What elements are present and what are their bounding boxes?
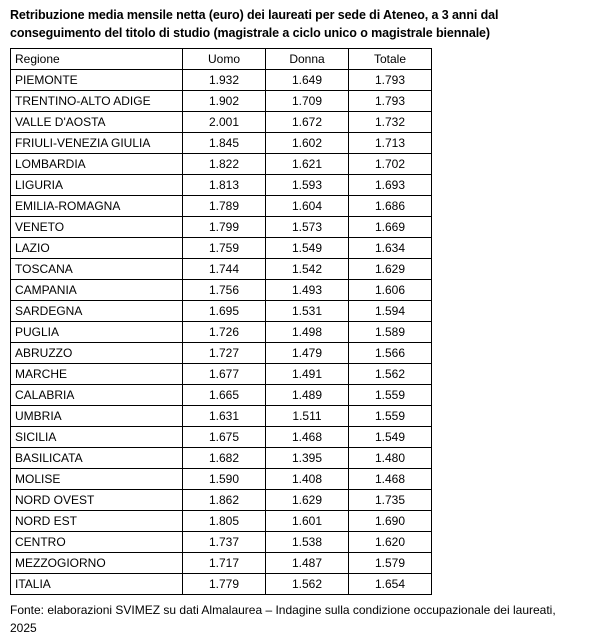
cell-value: 1.573 (266, 217, 349, 238)
cell-value: 1.549 (266, 238, 349, 259)
cell-region: ITALIA (11, 574, 183, 595)
cell-value: 1.559 (349, 385, 432, 406)
table-row (11, 91, 432, 112)
cell-value: 1.549 (349, 427, 432, 448)
cell-value: 1.654 (349, 574, 432, 595)
cell-value: 1.493 (266, 280, 349, 301)
cell-region: MARCHE (11, 364, 183, 385)
cell-value: 1.566 (349, 343, 432, 364)
cell-value: 2.001 (183, 112, 266, 133)
cell-value: 1.779 (183, 574, 266, 595)
cell-value: 1.726 (183, 322, 266, 343)
cell-value: 1.620 (349, 532, 432, 553)
table-row (11, 364, 432, 385)
cell-value: 1.590 (183, 469, 266, 490)
cell-region: MOLISE (11, 469, 183, 490)
cell-value: 1.629 (266, 490, 349, 511)
cell-value: 1.695 (183, 301, 266, 322)
column-header-uomo: Uomo (183, 49, 266, 70)
cell-value: 1.677 (183, 364, 266, 385)
cell-region: VENETO (11, 217, 183, 238)
table-row (11, 154, 432, 175)
cell-value: 1.822 (183, 154, 266, 175)
cell-value: 1.793 (349, 91, 432, 112)
cell-value: 1.793 (349, 70, 432, 91)
table-row (11, 217, 432, 238)
cell-region: TRENTINO-ALTO ADIGE (11, 91, 183, 112)
table-row (11, 532, 432, 553)
cell-region: FRIULI-VENEZIA GIULIA (11, 133, 183, 154)
cell-value: 1.579 (349, 553, 432, 574)
cell-value: 1.686 (349, 196, 432, 217)
cell-value: 1.665 (183, 385, 266, 406)
table-body (11, 70, 432, 595)
cell-region: MEZZOGIORNO (11, 553, 183, 574)
cell-value: 1.559 (349, 406, 432, 427)
cell-value: 1.538 (266, 532, 349, 553)
cell-value: 1.562 (349, 364, 432, 385)
cell-value: 1.487 (266, 553, 349, 574)
table-row (11, 196, 432, 217)
cell-value: 1.672 (266, 112, 349, 133)
cell-value: 1.511 (266, 406, 349, 427)
table-row (11, 343, 432, 364)
cell-region: CALABRIA (11, 385, 183, 406)
cell-value: 1.498 (266, 322, 349, 343)
table-row (11, 490, 432, 511)
cell-value: 1.649 (266, 70, 349, 91)
cell-value: 1.805 (183, 511, 266, 532)
table-row (11, 238, 432, 259)
table-row (11, 385, 432, 406)
cell-region: NORD EST (11, 511, 183, 532)
table-row (11, 280, 432, 301)
cell-region: NORD OVEST (11, 490, 183, 511)
cell-value: 1.594 (349, 301, 432, 322)
cell-region: TOSCANA (11, 259, 183, 280)
cell-region: LAZIO (11, 238, 183, 259)
cell-region: LOMBARDIA (11, 154, 183, 175)
cell-value: 1.709 (266, 91, 349, 112)
cell-value: 1.593 (266, 175, 349, 196)
cell-value: 1.589 (349, 322, 432, 343)
retribuzione-table (10, 48, 432, 595)
cell-value: 1.629 (349, 259, 432, 280)
cell-value: 1.717 (183, 553, 266, 574)
table-row (11, 574, 432, 595)
cell-value: 1.735 (349, 490, 432, 511)
table-header-row (11, 49, 432, 70)
source-note: Fonte: elaborazioni SVIMEZ su dati Almalaurea – Indagine sulla condizione occupazionale dei laureati, 2025 (10, 603, 556, 635)
cell-value: 1.799 (183, 217, 266, 238)
cell-value: 1.408 (266, 469, 349, 490)
table-row (11, 301, 432, 322)
cell-value: 1.562 (266, 574, 349, 595)
cell-value: 1.932 (183, 70, 266, 91)
cell-value: 1.845 (183, 133, 266, 154)
cell-value: 1.468 (266, 427, 349, 448)
column-header-regione: Regione (11, 49, 183, 70)
cell-value: 1.713 (349, 133, 432, 154)
cell-value: 1.693 (349, 175, 432, 196)
cell-region: VALLE D'AOSTA (11, 112, 183, 133)
cell-value: 1.479 (266, 343, 349, 364)
cell-value: 1.682 (183, 448, 266, 469)
cell-value: 1.395 (266, 448, 349, 469)
table-row (11, 112, 432, 133)
column-header-donna: Donna (266, 49, 349, 70)
table-row (11, 70, 432, 91)
cell-value: 1.690 (349, 511, 432, 532)
cell-value: 1.542 (266, 259, 349, 280)
table-row (11, 406, 432, 427)
table-row (11, 511, 432, 532)
cell-region: CAMPANIA (11, 280, 183, 301)
cell-value: 1.862 (183, 490, 266, 511)
cell-region: SARDEGNA (11, 301, 183, 322)
cell-value: 1.789 (183, 196, 266, 217)
cell-value: 1.631 (183, 406, 266, 427)
cell-region: PIEMONTE (11, 70, 183, 91)
cell-value: 1.727 (183, 343, 266, 364)
column-header-totale: Totale (349, 49, 432, 70)
cell-value: 1.606 (349, 280, 432, 301)
table-row (11, 322, 432, 343)
cell-value: 1.604 (266, 196, 349, 217)
cell-region: LIGURIA (11, 175, 183, 196)
cell-region: ABRUZZO (11, 343, 183, 364)
cell-value: 1.601 (266, 511, 349, 532)
cell-value: 1.621 (266, 154, 349, 175)
table-row (11, 553, 432, 574)
table-row (11, 133, 432, 154)
cell-value: 1.634 (349, 238, 432, 259)
cell-value: 1.675 (183, 427, 266, 448)
cell-value: 1.813 (183, 175, 266, 196)
cell-value: 1.489 (266, 385, 349, 406)
cell-region: PUGLIA (11, 322, 183, 343)
cell-region: CENTRO (11, 532, 183, 553)
cell-value: 1.480 (349, 448, 432, 469)
cell-region: BASILICATA (11, 448, 183, 469)
table-header (11, 49, 432, 70)
table-row (11, 469, 432, 490)
cell-value: 1.468 (349, 469, 432, 490)
cell-value: 1.702 (349, 154, 432, 175)
cell-value: 1.737 (183, 532, 266, 553)
cell-value: 1.602 (266, 133, 349, 154)
cell-region: UMBRIA (11, 406, 183, 427)
cell-value: 1.902 (183, 91, 266, 112)
cell-value: 1.732 (349, 112, 432, 133)
cell-region: EMILIA-ROMAGNA (11, 196, 183, 217)
table-row (11, 427, 432, 448)
cell-value: 1.759 (183, 238, 266, 259)
cell-value: 1.531 (266, 301, 349, 322)
cell-value: 1.756 (183, 280, 266, 301)
cell-region: SICILIA (11, 427, 183, 448)
table-row (11, 448, 432, 469)
cell-value: 1.744 (183, 259, 266, 280)
cell-value: 1.669 (349, 217, 432, 238)
cell-value: 1.491 (266, 364, 349, 385)
page-title: Retribuzione media mensile netta (euro) dei laureati per sede di Ateneo, a 3 anni dal conseguimento del titolo di studio (magistrale a ciclo unico o magistrale biennale) (10, 8, 499, 41)
table-row (11, 259, 432, 280)
table-row (11, 175, 432, 196)
